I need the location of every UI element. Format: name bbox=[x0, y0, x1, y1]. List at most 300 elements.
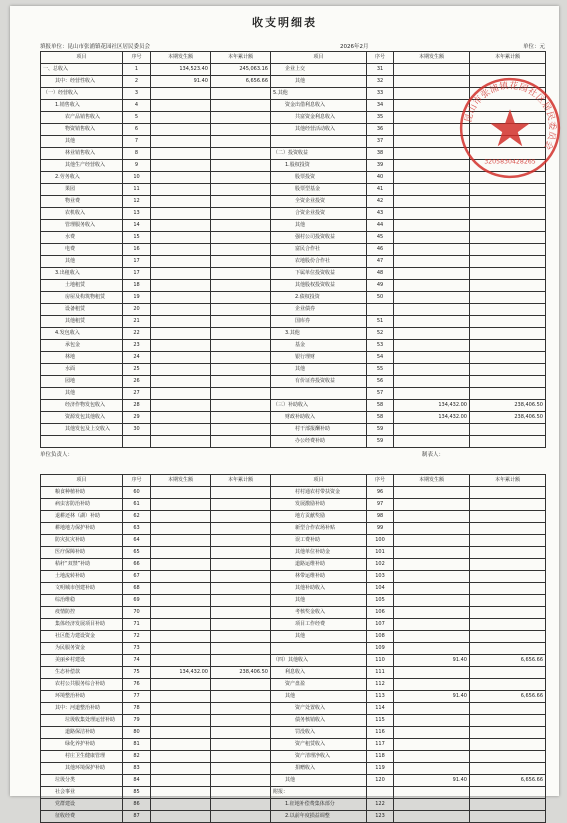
amount-cell bbox=[211, 787, 271, 799]
table-row bbox=[41, 739, 546, 751]
amount-cell bbox=[211, 388, 271, 400]
serial-number-cell: 26 bbox=[123, 376, 151, 388]
amount-cell bbox=[151, 184, 211, 196]
table-row bbox=[41, 232, 546, 244]
amount-cell bbox=[151, 412, 211, 424]
amount-cell bbox=[470, 376, 546, 388]
amount-cell bbox=[394, 196, 470, 208]
serial-number-cell: 80 bbox=[123, 727, 151, 739]
item-name-cell: 1.销售收入 bbox=[41, 100, 123, 112]
amount-cell bbox=[211, 412, 271, 424]
serial-number-cell: 20 bbox=[123, 304, 151, 316]
table-row bbox=[41, 268, 546, 280]
item-name-cell: （四）其他收入 bbox=[271, 655, 367, 667]
serial-number-cell: 113 bbox=[367, 691, 394, 703]
serial-number-cell: 77 bbox=[123, 691, 151, 703]
amount-cell bbox=[470, 499, 546, 511]
amount-cell bbox=[394, 208, 470, 220]
serial-number-cell bbox=[367, 304, 394, 316]
item-name-cell: 富民合作社 bbox=[271, 244, 367, 256]
amount-cell bbox=[211, 511, 271, 523]
item-name-cell: 其中：经营性收入 bbox=[41, 76, 123, 88]
amount-cell bbox=[394, 727, 470, 739]
item-name-cell: 农地股份合作社 bbox=[271, 256, 367, 268]
amount-cell bbox=[394, 559, 470, 571]
amount-cell bbox=[211, 436, 271, 448]
serial-number-cell: 109 bbox=[367, 643, 394, 655]
table-row bbox=[41, 436, 546, 448]
amount-cell bbox=[151, 715, 211, 727]
item-name-cell: 项目工作经费 bbox=[271, 619, 367, 631]
item-name-cell: 村庄卫生健康管理 bbox=[41, 751, 123, 763]
amount-cell bbox=[394, 751, 470, 763]
amount-cell bbox=[394, 436, 470, 448]
serial-number-cell: 106 bbox=[367, 607, 394, 619]
amount-cell bbox=[151, 328, 211, 340]
item-name-cell: 股票型基金 bbox=[271, 184, 367, 196]
amount-cell bbox=[211, 691, 271, 703]
item-name-cell: 其他 bbox=[271, 220, 367, 232]
item-name-cell: 债务核销收入 bbox=[271, 715, 367, 727]
amount-cell bbox=[151, 352, 211, 364]
amount-cell bbox=[470, 280, 546, 292]
serial-number-cell: 53 bbox=[367, 340, 394, 352]
amount-cell bbox=[211, 595, 271, 607]
serial-number-cell: 27 bbox=[123, 388, 151, 400]
amount-cell bbox=[394, 583, 470, 595]
item-name-cell: 3.其他 bbox=[271, 328, 367, 340]
serial-number-cell: 60 bbox=[123, 487, 151, 499]
item-name-cell: 村村通农村带扶资金 bbox=[271, 487, 367, 499]
serial-number-cell: 35 bbox=[367, 112, 394, 124]
item-name-cell: 林业销售收入 bbox=[41, 148, 123, 160]
amount-cell bbox=[394, 256, 470, 268]
amount-cell bbox=[394, 376, 470, 388]
amount-cell bbox=[151, 400, 211, 412]
amount-cell bbox=[151, 88, 211, 100]
amount-cell bbox=[470, 196, 546, 208]
amount-cell bbox=[470, 256, 546, 268]
serial-number-cell: 39 bbox=[367, 160, 394, 172]
table-row bbox=[41, 583, 546, 595]
item-name-cell: （三）补助收入 bbox=[271, 400, 367, 412]
amount-cell bbox=[151, 787, 211, 799]
item-name-cell: 附报： bbox=[271, 787, 367, 799]
item-name-cell: 水费 bbox=[41, 232, 123, 244]
amount-cell bbox=[211, 811, 271, 823]
serial-number-cell: 28 bbox=[123, 400, 151, 412]
amount-cell bbox=[211, 715, 271, 727]
serial-number-cell: 61 bbox=[123, 499, 151, 511]
amount-cell bbox=[151, 160, 211, 172]
column-header: 序号 bbox=[367, 52, 394, 64]
table-row bbox=[41, 499, 546, 511]
item-name-cell: 其他股权投资收益 bbox=[271, 280, 367, 292]
table-row bbox=[41, 775, 546, 787]
amount-cell bbox=[151, 136, 211, 148]
amount-cell bbox=[394, 667, 470, 679]
amount-cell bbox=[211, 799, 271, 811]
serial-number-cell: 64 bbox=[123, 535, 151, 547]
amount-cell bbox=[151, 292, 211, 304]
item-name-cell: 生态补偿款 bbox=[41, 667, 123, 679]
serial-number-cell: 86 bbox=[123, 799, 151, 811]
amount-cell bbox=[394, 715, 470, 727]
column-header: 本年累计额 bbox=[470, 52, 546, 64]
item-name-cell: 经济作物发包收入 bbox=[41, 400, 123, 412]
table-row bbox=[41, 412, 546, 424]
amount-cell bbox=[151, 799, 211, 811]
amount-cell bbox=[211, 400, 271, 412]
official-seal-stamp bbox=[458, 76, 562, 180]
amount-cell: 6,656.66 bbox=[470, 691, 546, 703]
amount-cell bbox=[394, 643, 470, 655]
serial-number-cell: 49 bbox=[367, 280, 394, 292]
item-name-cell: 5.其他 bbox=[271, 88, 367, 100]
item-name-cell: 社会事业 bbox=[41, 787, 123, 799]
serial-number-cell: 76 bbox=[123, 679, 151, 691]
serial-number-cell: 96 bbox=[367, 487, 394, 499]
item-name-cell: 有价证券投资收益 bbox=[271, 376, 367, 388]
item-name-cell: 其他 bbox=[271, 364, 367, 376]
report-date: 2026年2月 bbox=[340, 44, 369, 50]
amount-cell bbox=[211, 364, 271, 376]
item-name-cell: 土地流转补助 bbox=[41, 571, 123, 583]
amount-cell bbox=[151, 655, 211, 667]
amount-cell bbox=[470, 268, 546, 280]
table-row bbox=[41, 400, 546, 412]
serial-number-cell: 85 bbox=[123, 787, 151, 799]
serial-number-cell: 120 bbox=[367, 775, 394, 787]
serial-number-cell: 108 bbox=[367, 631, 394, 643]
amount-cell bbox=[151, 631, 211, 643]
item-name-cell: 物资销售收入 bbox=[41, 124, 123, 136]
item-name-cell: 其他单位补助金 bbox=[271, 547, 367, 559]
column-header: 项目 bbox=[41, 475, 123, 487]
serial-number-cell: 101 bbox=[367, 547, 394, 559]
amount-cell bbox=[151, 196, 211, 208]
item-name-cell: 资产租赁收入 bbox=[271, 739, 367, 751]
amount-cell bbox=[151, 268, 211, 280]
unit-leader-label: 单位负责人： bbox=[40, 452, 74, 458]
serial-number-cell bbox=[123, 436, 151, 448]
serial-number-cell: 68 bbox=[123, 583, 151, 595]
serial-number-cell: 55 bbox=[367, 364, 394, 376]
serial-number-cell: 12 bbox=[123, 196, 151, 208]
amount-cell bbox=[151, 547, 211, 559]
table-row bbox=[41, 787, 546, 799]
item-name-cell: 其他发包及上交收入 bbox=[41, 424, 123, 436]
serial-number-cell: 22 bbox=[123, 328, 151, 340]
item-name-cell: 道路保洁补助 bbox=[41, 727, 123, 739]
amount-cell bbox=[151, 583, 211, 595]
column-header: 项目 bbox=[271, 475, 367, 487]
serial-number-cell: 100 bbox=[367, 535, 394, 547]
item-name-cell: 其他 bbox=[41, 256, 123, 268]
table-row bbox=[41, 292, 546, 304]
item-name-cell: 2.以前年度损益调整 bbox=[271, 811, 367, 823]
amount-cell bbox=[211, 631, 271, 643]
item-name-cell: （一）经营收入 bbox=[41, 88, 123, 100]
column-header: 本期发生额 bbox=[151, 52, 211, 64]
amount-cell bbox=[151, 607, 211, 619]
item-name-cell: 其他 bbox=[271, 631, 367, 643]
serial-number-cell: 69 bbox=[123, 595, 151, 607]
amount-cell bbox=[211, 559, 271, 571]
amount-cell bbox=[211, 571, 271, 583]
table-row bbox=[41, 559, 546, 571]
serial-number-cell: 6 bbox=[123, 124, 151, 136]
item-name-cell: 承包金 bbox=[41, 340, 123, 352]
amount-cell bbox=[211, 487, 271, 499]
amount-cell bbox=[211, 256, 271, 268]
table-row bbox=[41, 304, 546, 316]
serial-number-cell: 79 bbox=[123, 715, 151, 727]
serial-number-cell: 104 bbox=[367, 583, 394, 595]
amount-cell bbox=[211, 703, 271, 715]
amount-cell bbox=[470, 583, 546, 595]
serial-number-cell: 58 bbox=[367, 400, 394, 412]
amount-cell bbox=[151, 280, 211, 292]
item-name-cell: 集体经济发展项目补助 bbox=[41, 619, 123, 631]
serial-number-cell: 34 bbox=[367, 100, 394, 112]
item-name-cell bbox=[271, 643, 367, 655]
item-name-cell: 发展激励补助 bbox=[271, 499, 367, 511]
item-name-cell: 国库券 bbox=[271, 316, 367, 328]
amount-cell bbox=[151, 559, 211, 571]
amount-cell bbox=[151, 100, 211, 112]
table-row bbox=[41, 388, 546, 400]
table-row bbox=[41, 703, 546, 715]
income-table-lower bbox=[40, 474, 546, 823]
amount-cell bbox=[470, 523, 546, 535]
amount-cell bbox=[394, 535, 470, 547]
amount-cell bbox=[211, 136, 271, 148]
item-name-cell: 其他补助收入 bbox=[271, 583, 367, 595]
amount-cell bbox=[211, 607, 271, 619]
table-row bbox=[41, 316, 546, 328]
item-name-cell: 秸秆“双禁”补助 bbox=[41, 559, 123, 571]
amount-cell bbox=[394, 316, 470, 328]
serial-number-cell: 4 bbox=[123, 100, 151, 112]
amount-cell bbox=[394, 607, 470, 619]
serial-number-cell: 56 bbox=[367, 376, 394, 388]
serial-number-cell: 31 bbox=[367, 64, 394, 76]
amount-cell bbox=[151, 388, 211, 400]
amount-cell bbox=[151, 316, 211, 328]
amount-cell bbox=[470, 184, 546, 196]
table-row bbox=[41, 727, 546, 739]
serial-number-cell: 72 bbox=[123, 631, 151, 643]
item-name-cell: 美丽乡村建设 bbox=[41, 655, 123, 667]
amount-cell bbox=[394, 487, 470, 499]
amount-cell bbox=[211, 523, 271, 535]
serial-number-cell: 67 bbox=[123, 571, 151, 583]
amount-cell bbox=[211, 535, 271, 547]
item-name-cell: 1.股权投资 bbox=[271, 160, 367, 172]
serial-number-cell: 112 bbox=[367, 679, 394, 691]
item-name-cell: 村干部报酬补助 bbox=[271, 424, 367, 436]
serial-number-cell: 2 bbox=[123, 76, 151, 88]
amount-cell bbox=[211, 220, 271, 232]
item-name-cell: 下属单位投资收益 bbox=[271, 268, 367, 280]
amount-cell bbox=[151, 511, 211, 523]
serial-number-cell: 15 bbox=[123, 232, 151, 244]
item-name-cell: 其他 bbox=[271, 775, 367, 787]
amount-cell bbox=[394, 424, 470, 436]
serial-number-cell: 18 bbox=[123, 280, 151, 292]
table-row bbox=[41, 220, 546, 232]
amount-cell bbox=[394, 220, 470, 232]
amount-cell bbox=[211, 328, 271, 340]
serial-number-cell: 33 bbox=[367, 88, 394, 100]
amount-cell bbox=[211, 727, 271, 739]
item-name-cell: 全资企业投资 bbox=[271, 196, 367, 208]
amount-cell: 134,432.00 bbox=[394, 412, 470, 424]
amount-cell: 134,432.00 bbox=[394, 400, 470, 412]
item-name-cell: 为民服务资金 bbox=[41, 643, 123, 655]
amount-cell bbox=[151, 376, 211, 388]
amount-cell bbox=[394, 571, 470, 583]
amount-cell bbox=[394, 388, 470, 400]
amount-cell bbox=[151, 535, 211, 547]
amount-cell bbox=[470, 787, 546, 799]
seal-ring-text: 昆山市张浦镇花园社区居民委员会 bbox=[463, 81, 557, 152]
item-name-cell: 病虫害防治补助 bbox=[41, 499, 123, 511]
serial-number-cell: 102 bbox=[367, 559, 394, 571]
table-row bbox=[41, 655, 546, 667]
amount-cell bbox=[151, 703, 211, 715]
amount-cell bbox=[470, 436, 546, 448]
amount-cell bbox=[394, 811, 470, 823]
item-name-cell: 其他经营活动收入 bbox=[271, 124, 367, 136]
serial-number-cell: 117 bbox=[367, 739, 394, 751]
serial-number-cell: 107 bbox=[367, 619, 394, 631]
table-row bbox=[41, 424, 546, 436]
amount-cell bbox=[151, 244, 211, 256]
amount-cell bbox=[394, 739, 470, 751]
table-row bbox=[41, 799, 546, 811]
item-name-cell: 合资企业投资 bbox=[271, 208, 367, 220]
item-name-cell: （二）投资收益 bbox=[271, 148, 367, 160]
amount-cell bbox=[211, 208, 271, 220]
amount-cell: 238,406.50 bbox=[470, 400, 546, 412]
serial-number-cell: 7 bbox=[123, 136, 151, 148]
item-name-cell: 电费 bbox=[41, 244, 123, 256]
amount-cell bbox=[394, 232, 470, 244]
amount-cell bbox=[151, 232, 211, 244]
serial-number-cell: 116 bbox=[367, 727, 394, 739]
amount-cell bbox=[394, 595, 470, 607]
amount-cell bbox=[470, 316, 546, 328]
serial-number-cell: 66 bbox=[123, 559, 151, 571]
serial-number-cell: 14 bbox=[123, 220, 151, 232]
table-row bbox=[41, 364, 546, 376]
amount-cell bbox=[470, 292, 546, 304]
amount-cell bbox=[211, 304, 271, 316]
serial-number-cell: 114 bbox=[367, 703, 394, 715]
amount-cell bbox=[151, 571, 211, 583]
item-name-cell: 地方贡献奖励 bbox=[271, 511, 367, 523]
serial-number-cell: 52 bbox=[367, 328, 394, 340]
table-row bbox=[41, 571, 546, 583]
amount-cell bbox=[151, 811, 211, 823]
item-name-cell: 农产品销售收入 bbox=[41, 112, 123, 124]
item-name-cell: 医疗保障补助 bbox=[41, 547, 123, 559]
serial-number-cell: 82 bbox=[123, 751, 151, 763]
item-name-cell: 3.出租收入 bbox=[41, 268, 123, 280]
serial-number-cell: 110 bbox=[367, 655, 394, 667]
item-name-cell: 新型合作农场补贴 bbox=[271, 523, 367, 535]
serial-number-cell: 37 bbox=[367, 136, 394, 148]
amount-cell bbox=[470, 595, 546, 607]
amount-cell: 6,656.66 bbox=[470, 775, 546, 787]
item-name-cell: 社区能力建设资金 bbox=[41, 631, 123, 643]
column-header: 本期发生额 bbox=[394, 475, 470, 487]
amount-cell: 238,406.50 bbox=[470, 412, 546, 424]
serial-number-cell: 42 bbox=[367, 196, 394, 208]
table-row bbox=[41, 523, 546, 535]
amount-cell bbox=[151, 172, 211, 184]
column-header: 本年累计额 bbox=[211, 475, 271, 487]
amount-cell bbox=[470, 739, 546, 751]
serial-number-cell: 46 bbox=[367, 244, 394, 256]
table-row bbox=[41, 595, 546, 607]
amount-cell bbox=[151, 499, 211, 511]
serial-number-cell: 17 bbox=[123, 256, 151, 268]
column-header: 本年累计额 bbox=[470, 475, 546, 487]
table-row bbox=[41, 196, 546, 208]
serial-number-cell: 3 bbox=[123, 88, 151, 100]
amount-cell bbox=[470, 487, 546, 499]
item-name-cell: 其他 bbox=[41, 388, 123, 400]
amount-cell bbox=[394, 499, 470, 511]
amount-cell bbox=[394, 787, 470, 799]
item-name-cell: 房屋及构筑物租赁 bbox=[41, 292, 123, 304]
item-name-cell: 垃圾分类 bbox=[41, 775, 123, 787]
amount-cell: 6,656.66 bbox=[470, 655, 546, 667]
table-row bbox=[41, 184, 546, 196]
serial-number-cell: 48 bbox=[367, 268, 394, 280]
item-name-cell bbox=[41, 436, 123, 448]
item-name-cell bbox=[271, 136, 367, 148]
amount-cell bbox=[211, 775, 271, 787]
serial-number-cell: 115 bbox=[367, 715, 394, 727]
table-row bbox=[41, 619, 546, 631]
amount-cell bbox=[394, 703, 470, 715]
table-row bbox=[41, 751, 546, 763]
amount-cell bbox=[211, 196, 271, 208]
item-name-cell: 疫情防控 bbox=[41, 607, 123, 619]
amount-cell bbox=[470, 547, 546, 559]
serial-number-cell: 32 bbox=[367, 76, 394, 88]
amount-cell bbox=[211, 424, 271, 436]
item-name-cell: 其他环境保护补助 bbox=[41, 763, 123, 775]
table-row bbox=[41, 328, 546, 340]
amount-cell bbox=[211, 112, 271, 124]
amount-cell bbox=[211, 100, 271, 112]
item-name-cell: 企业上交 bbox=[271, 64, 367, 76]
amount-cell bbox=[394, 619, 470, 631]
item-name-cell: 捐赠收入 bbox=[271, 763, 367, 775]
amount-cell: 91.40 bbox=[151, 76, 211, 88]
item-name-cell: 资产清理净收入 bbox=[271, 751, 367, 763]
table-row bbox=[41, 280, 546, 292]
amount-cell bbox=[211, 679, 271, 691]
amount-cell bbox=[394, 244, 470, 256]
serial-number-cell: 83 bbox=[123, 763, 151, 775]
amount-cell bbox=[211, 232, 271, 244]
